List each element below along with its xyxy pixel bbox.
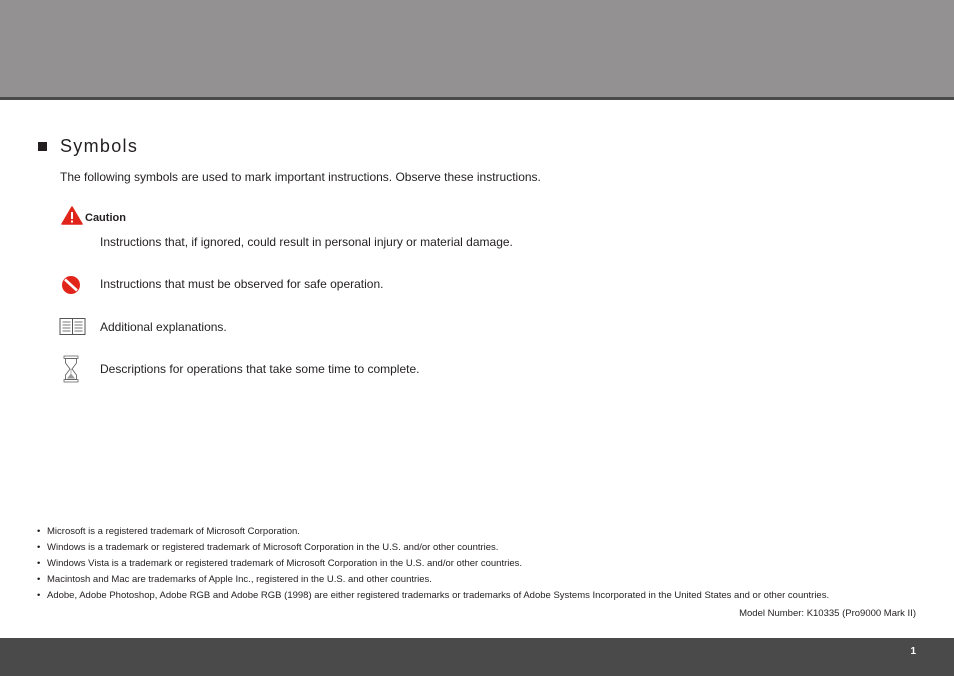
page-number: 1 — [910, 646, 916, 657]
prohibition-icon — [59, 275, 81, 295]
open-book-icon — [59, 317, 86, 336]
intro-text: The following symbols are used to mark important instructions. Observe these instructions. — [60, 170, 541, 184]
trademark-text: Windows is a trademark or registered trademark of Microsoft Corporation in the U.S. and/or other countries. — [47, 542, 499, 553]
caution-description: Instructions that, if ignored, could result in personal injury or material damage. — [100, 235, 513, 249]
symbol-description-additional: Additional explanations. — [100, 320, 227, 334]
header-rule — [0, 97, 954, 100]
trademark-list — [37, 525, 829, 605]
trademark-text: Macintosh and Mac are trademarks of Apple Inc., registered in the U.S. and other countries. — [47, 574, 432, 585]
header-band — [0, 0, 954, 97]
trademark-text: Adobe, Adobe Photoshop, Adobe RGB and Adobe RGB (1998) are either registered trademarks or trademarks of Adobe Systems Incorporated in the United States and or other countries. — [47, 590, 830, 601]
list-item: • Microsoft is a registered trademark of Microsoft Corporation. — [37, 526, 300, 537]
section-title: Symbols — [60, 136, 139, 156]
square-bullet-icon — [38, 142, 47, 151]
symbol-description-time: Descriptions for operations that take some time to complete. — [100, 362, 420, 376]
trademark-text: Windows Vista is a trademark or registered trademark of Microsoft Corporation in the U.S. and/or other countries. — [47, 558, 523, 569]
list-item: • Windows is a trademark or registered trademark of Microsoft Corporation in the U.S. and/or other countries. — [37, 542, 499, 553]
section-heading — [38, 136, 138, 157]
trademark-text: Microsoft is a registered trademark of Microsoft Corporation. — [47, 526, 300, 537]
list-item: • Macintosh and Mac are trademarks of Apple Inc., registered in the U.S. and other countries. — [37, 574, 432, 585]
caution-triangle-icon — [61, 206, 83, 225]
model-number: Model Number: K10335 (Pro9000 Mark II) — [739, 608, 916, 619]
footer-band — [0, 638, 954, 676]
symbol-description-safe-operation: Instructions that must be observed for safe operation. — [100, 277, 384, 291]
hourglass-icon — [59, 355, 83, 383]
caution-label: Caution — [85, 212, 126, 224]
list-item: • Adobe, Adobe Photoshop, Adobe RGB and Adobe RGB (1998) are either registered trademarks or trademarks of Adobe Systems Incorporated in the United States and or other countries. — [37, 590, 830, 601]
list-item: • Windows Vista is a trademark or registered trademark of Microsoft Corporation in the U.S. and/or other countries. — [37, 558, 523, 569]
